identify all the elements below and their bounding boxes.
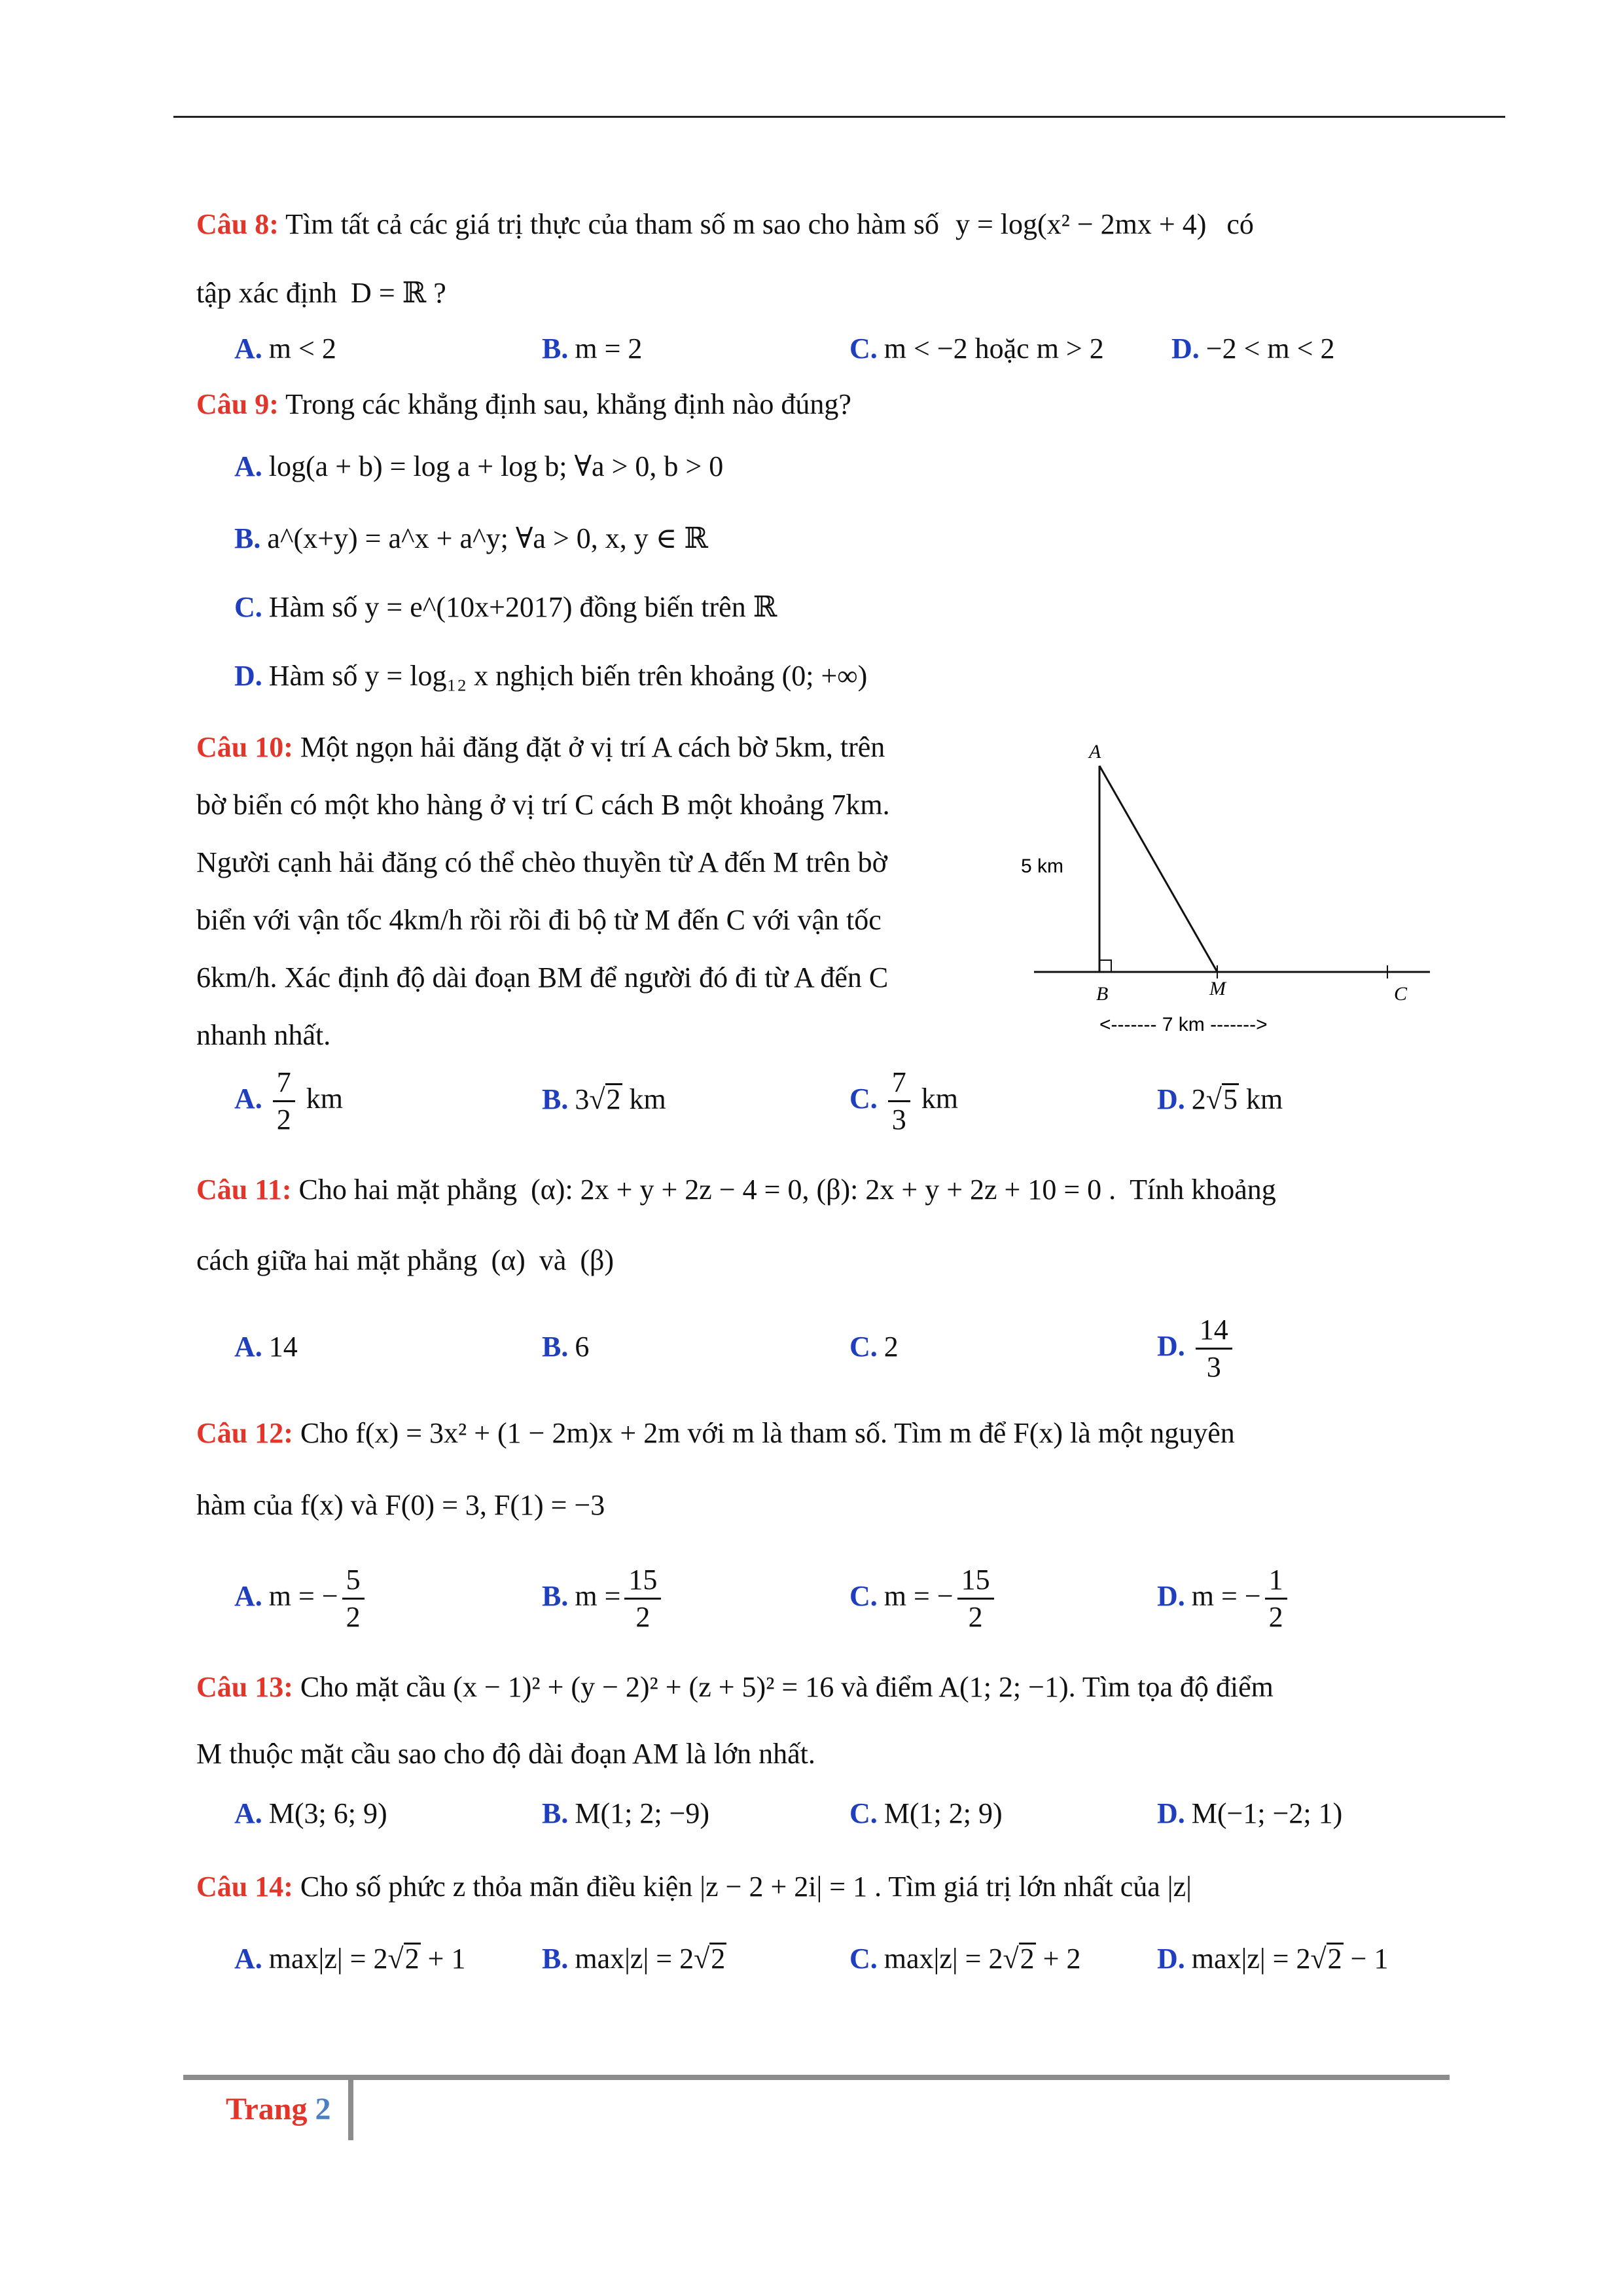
footer-rule	[183, 2075, 1450, 2080]
q12-option-d-den: 2	[1268, 1601, 1283, 1634]
q11-option-d-den: 3	[1206, 1351, 1221, 1384]
q10-paragraph	[196, 719, 1008, 1064]
q11-option-b	[542, 1329, 589, 1365]
q12-option-d-frac	[1265, 1562, 1287, 1635]
q9-option-c-text: Hàm số y = e^(10x+2017) đồng biến trên ℝ	[268, 591, 777, 623]
q10-line-1	[196, 719, 1008, 776]
q13-option-d	[1157, 1795, 1342, 1832]
q12-option-b-frac	[624, 1562, 661, 1635]
q14-option-a-rad: 2	[404, 1943, 419, 1975]
q12-line1	[196, 1415, 1235, 1452]
q10-option-d-label: D.	[1157, 1083, 1185, 1115]
q12-option-c-frac	[957, 1562, 994, 1635]
q10-option-d	[1157, 1081, 1283, 1118]
q13-option-c	[849, 1795, 1003, 1832]
q13-head: Câu 13:	[196, 1671, 293, 1703]
q9-option-a-text: log(a + b) = log a + log b; ∀a > 0, b > 0	[268, 450, 724, 482]
q10-line-3: Người cạnh hải đăng có thể chèo thuyền từ A đến M trên bờ	[196, 846, 887, 878]
q8-option-c	[849, 331, 1104, 367]
q11-option-c-text: 2	[883, 1331, 899, 1363]
q14-option-c-post: + 2	[1043, 1943, 1081, 1975]
right-angle-mark	[1099, 960, 1111, 972]
label-7km: <------- 7 km ------->	[1099, 1014, 1268, 1035]
q13-option-b-label: B.	[542, 1797, 569, 1829]
q10-line-4: biển với vận tốc 4km/h rồi rồi đi bộ từ M đến C với vận tốc	[196, 904, 882, 936]
page-value: 2	[315, 2092, 331, 2126]
q10-option-b-label: B.	[542, 1083, 569, 1115]
q14-option-b-pre: max|z| = 2	[575, 1943, 694, 1975]
q10-option-a-num: 7	[273, 1065, 295, 1102]
q8-head: Câu 8:	[196, 208, 279, 240]
q8-option-d-text: −2 < m < 2	[1205, 332, 1335, 365]
q10-option-b-rad: 2	[606, 1083, 621, 1115]
q9-line1	[196, 386, 851, 423]
q12-option-b-den: 2	[635, 1601, 651, 1634]
q13-line2	[196, 1736, 815, 1772]
q14-option-d-post: − 1	[1350, 1943, 1389, 1975]
sqrt-sign: √	[387, 1943, 404, 1975]
q12-option-c-pre: m = −	[883, 1580, 954, 1612]
q13-option-a-text: M(3; 6; 9)	[268, 1797, 387, 1829]
q9-option-d-text: Hàm số y = log₁₂ x nghịch biến trên khoảng (0; +∞)	[268, 660, 868, 692]
q12-option-b-num: 15	[624, 1562, 661, 1600]
q14-text: Cho số phức z thỏa mãn điều kiện |z − 2 + 2i| = 1 . Tìm giá trị lớn nhất của |z|	[300, 1871, 1192, 1903]
q13-option-a-label: A.	[234, 1797, 262, 1829]
q10-head: Câu 10:	[196, 731, 293, 763]
q14-option-b-label: B.	[542, 1943, 569, 1975]
q11-option-d-frac	[1196, 1312, 1232, 1385]
q11-option-d-label: D.	[1157, 1330, 1185, 1362]
q8-text2: có	[1226, 208, 1254, 240]
q10-option-c-den: 3	[891, 1103, 906, 1136]
q11-text4: và	[539, 1244, 567, 1276]
segment-am	[1099, 766, 1217, 972]
q10-option-b-coef: 3	[575, 1083, 590, 1115]
q14-option-b-rad: 2	[711, 1943, 726, 1975]
q13-text2: M thuộc mặt cầu sao cho độ dài đoạn AM là lớn nhất.	[196, 1738, 815, 1770]
q9-option-d-label: D.	[234, 660, 262, 692]
q14-option-c-pre: max|z| = 2	[883, 1943, 1003, 1975]
q14-option-d	[1157, 1941, 1388, 1977]
q10-option-d-coef: 2	[1191, 1083, 1206, 1115]
q14-option-b	[542, 1941, 726, 1977]
q10-option-d-unit: km	[1245, 1083, 1283, 1115]
q9-option-c	[234, 589, 777, 626]
label-c: C	[1394, 983, 1408, 1005]
q14-option-a-post: + 1	[427, 1943, 466, 1975]
q12-option-d-num: 1	[1265, 1562, 1287, 1600]
q12-option-b	[542, 1561, 665, 1635]
q12-option-a-num: 5	[342, 1562, 365, 1600]
q14-option-d-rad: 2	[1327, 1943, 1342, 1975]
q10-line-2: bờ biển có một kho hàng ở vị trí C cách B một khoảng 7km.	[196, 789, 890, 821]
q12-option-b-pre: m =	[575, 1580, 621, 1612]
q11-option-b-label: B.	[542, 1331, 569, 1363]
sqrt-sign: √	[1003, 1943, 1019, 1975]
q12-text1: Cho f(x) = 3x² + (1 − 2m)x + 2m với m là tham số. Tìm m để F(x) là một nguyên	[300, 1417, 1235, 1449]
q11-line2	[196, 1242, 614, 1279]
label-m: M	[1209, 978, 1226, 999]
q14-option-c-rad: 2	[1020, 1943, 1035, 1975]
q9-option-b-label: B.	[234, 522, 261, 554]
q9-head: Câu 9:	[196, 388, 279, 420]
q11-option-b-text: 6	[575, 1331, 590, 1363]
q10-line-5: 6km/h. Xác định độ dài đoạn BM để người đó đi từ A đến C	[196, 961, 889, 994]
q13-option-a	[234, 1795, 387, 1832]
q12-option-b-label: B.	[542, 1580, 569, 1612]
q11-math1: (α): 2x + y + 2z − 4 = 0, (β): 2x + y + 2z + 10 = 0 .	[531, 1174, 1116, 1206]
q9-option-a-label: A.	[234, 450, 262, 482]
sqrt-sign: √	[694, 1943, 710, 1975]
q12-option-a-pre: m = −	[268, 1580, 338, 1612]
q8-option-a	[234, 331, 336, 367]
q13-option-c-label: C.	[849, 1797, 878, 1829]
q11-text2: Tính khoảng	[1130, 1174, 1276, 1206]
q12-option-a-den: 2	[346, 1601, 361, 1634]
q13-option-d-label: D.	[1157, 1797, 1185, 1829]
q12-option-d-pre: m = −	[1191, 1580, 1261, 1612]
q12-option-c-den: 2	[968, 1601, 983, 1634]
q14-option-a-pre: max|z| = 2	[268, 1943, 388, 1975]
page-label: Trang	[226, 2092, 308, 2126]
q8-math2: D = ℝ ?	[351, 277, 446, 309]
q14-option-d-label: D.	[1157, 1943, 1185, 1975]
q11-line1	[196, 1172, 1276, 1208]
q8-option-c-text: m < −2 hoặc m > 2	[883, 332, 1104, 365]
q8-line2	[196, 275, 446, 312]
q12-option-d	[1157, 1561, 1291, 1635]
q11-text1: Cho hai mặt phẳng	[298, 1174, 518, 1206]
sqrt-sign: √	[1310, 1943, 1327, 1975]
q14-option-a-label: A.	[234, 1943, 262, 1975]
q14-option-c	[849, 1941, 1080, 1977]
q11-option-c	[849, 1329, 899, 1365]
q9-option-b	[234, 520, 708, 557]
label-a: A	[1089, 741, 1101, 762]
q10-option-c-frac	[888, 1065, 910, 1138]
q12-option-d-label: D.	[1157, 1580, 1185, 1612]
q11-option-a	[234, 1329, 298, 1365]
q8-option-b	[542, 331, 642, 367]
q12-option-c	[849, 1561, 998, 1635]
q11-text3: cách giữa hai mặt phẳng	[196, 1244, 478, 1276]
label-b: B	[1096, 983, 1109, 1005]
q10-option-a-label: A.	[234, 1083, 262, 1115]
q12-option-a	[234, 1561, 368, 1635]
q11-option-d-num: 14	[1196, 1312, 1232, 1350]
q8-text3: tập xác định	[196, 277, 338, 309]
q14-line1	[196, 1869, 1192, 1905]
q9-text: Trong các khẳng định sau, khẳng định nào đúng?	[285, 388, 851, 420]
label-5km: 5 km	[1021, 855, 1064, 877]
q8-option-b-text: m = 2	[575, 332, 643, 365]
q9-option-a	[234, 448, 723, 485]
q13-option-b-text: M(1; 2; −9)	[575, 1797, 710, 1829]
q11-option-c-label: C.	[849, 1331, 878, 1363]
q10-line-6: nhanh nhất.	[196, 1019, 331, 1051]
q14-option-a	[234, 1941, 465, 1977]
q8-option-a-text: m < 2	[268, 332, 336, 365]
q10-option-c-unit: km	[921, 1083, 959, 1115]
q8-option-b-label: B.	[542, 332, 569, 365]
footer-divider	[348, 2075, 353, 2140]
q13-option-b	[542, 1795, 709, 1832]
q8-line1	[196, 206, 1254, 243]
q14-head: Câu 14:	[196, 1871, 293, 1903]
q11-math3: (β)	[580, 1244, 615, 1276]
q9-option-c-label: C.	[234, 591, 262, 623]
sqrt-sign: √	[1205, 1083, 1222, 1115]
q10-option-a-frac	[273, 1065, 295, 1138]
q10-option-a-unit: km	[306, 1083, 344, 1115]
q10-option-d-rad: 5	[1222, 1083, 1238, 1115]
header-rule	[173, 116, 1505, 118]
q10-option-c-label: C.	[849, 1083, 878, 1115]
q13-option-d-text: M(−1; −2; 1)	[1191, 1797, 1343, 1829]
q11-option-a-text: 14	[268, 1331, 298, 1363]
q8-option-a-label: A.	[234, 332, 262, 365]
q10-option-a	[234, 1064, 343, 1138]
q8-math1: y = log(x² − 2mx + 4)	[955, 208, 1207, 240]
q12-option-a-frac	[342, 1562, 365, 1635]
q12-text2: hàm của f(x) và F(0) = 3, F(1) = −3	[196, 1489, 605, 1521]
q8-option-d-label: D.	[1171, 332, 1200, 365]
q8-text1: Tìm tất cả các giá trị thực của tham số m sao cho hàm số	[285, 208, 939, 240]
q12-line2	[196, 1487, 605, 1524]
q11-option-d	[1157, 1311, 1236, 1385]
q11-math2: (α)	[491, 1244, 526, 1276]
q10-option-b	[542, 1081, 666, 1118]
q9-option-b-text: a^(x+y) = a^x + a^y; ∀a > 0, x, y ∈ ℝ	[267, 522, 708, 554]
q8-option-c-label: C.	[849, 332, 878, 365]
q10-option-a-den: 2	[276, 1103, 291, 1136]
q12-option-c-label: C.	[849, 1580, 878, 1612]
q9-option-d	[234, 658, 867, 694]
q13-option-c-text: M(1; 2; 9)	[883, 1797, 1003, 1829]
q11-head: Câu 11:	[196, 1174, 292, 1206]
q12-option-a-label: A.	[234, 1580, 262, 1612]
q11-option-a-label: A.	[234, 1331, 262, 1363]
q14-option-d-pre: max|z| = 2	[1191, 1943, 1311, 1975]
page-number	[226, 2091, 330, 2127]
q14-option-c-label: C.	[849, 1943, 878, 1975]
q13-line1	[196, 1669, 1274, 1706]
q13-text1: Cho mặt cầu (x − 1)² + (y − 2)² + (z + 5)² = 16 và điểm A(1; 2; −1). Tìm tọa độ điểm	[300, 1671, 1274, 1703]
q10-option-c-num: 7	[888, 1065, 910, 1102]
q10-option-c	[849, 1064, 958, 1138]
q8-option-d	[1171, 331, 1334, 367]
q12-option-c-num: 15	[957, 1562, 994, 1600]
sqrt-sign: √	[589, 1083, 605, 1115]
q12-head: Câu 12:	[196, 1417, 293, 1449]
q10-line-1-text: Một ngọn hải đăng đặt ở vị trí A cách bờ 5km, trên	[300, 731, 885, 763]
q10-option-b-unit: km	[629, 1083, 666, 1115]
q10-figure	[1021, 726, 1440, 1054]
